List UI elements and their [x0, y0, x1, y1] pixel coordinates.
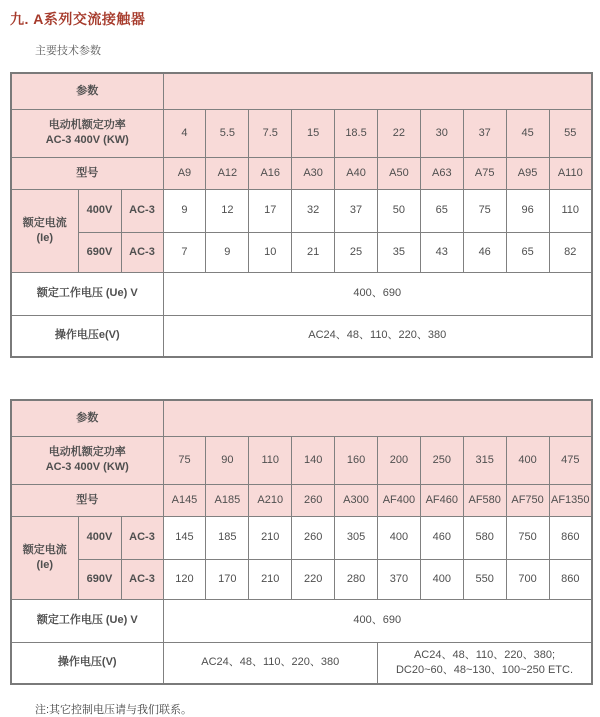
power-value: 160	[335, 436, 378, 484]
rated-current-line2: (Ie)	[36, 558, 53, 571]
voltage-400v-label: 400V	[78, 189, 121, 232]
power-value: 315	[463, 436, 506, 484]
current-400v-value: 750	[506, 516, 549, 559]
power-value: 400	[506, 436, 549, 484]
model-row-label: 型号	[11, 157, 163, 189]
rated-voltage-label: 额定工作电压 (Ue) V	[11, 272, 163, 315]
power-value: 45	[506, 109, 549, 157]
operating-voltage-right-line2: DC20~60、48~130、100~250 ETC.	[395, 663, 574, 676]
model-value: A110	[549, 157, 592, 189]
footnote: 注:其它控制电压请与我们联系。	[35, 704, 193, 716]
current-400v-value: 75	[463, 189, 506, 232]
rated-voltage-value: 400、690	[163, 599, 592, 642]
power-value: 475	[549, 436, 592, 484]
power-value: 110	[249, 436, 292, 484]
current-400v-value: 65	[420, 189, 463, 232]
power-label-line2: AC-3 400V (KW)	[45, 134, 129, 146]
current-400v-value: 580	[463, 516, 506, 559]
model-value: A63	[420, 157, 463, 189]
power-value: 250	[420, 436, 463, 484]
ac3-label: AC-3	[121, 189, 163, 232]
current-400v-value: 145	[163, 516, 206, 559]
rated-current-line1: 额定电流	[22, 216, 67, 229]
power-value: 37	[463, 109, 506, 157]
model-value: AF400	[377, 484, 420, 516]
operating-voltage-label: 操作电压e(V)	[11, 315, 163, 357]
rated-voltage-label: 额定工作电压 (Ue) V	[11, 599, 163, 642]
model-value: A145	[163, 484, 206, 516]
current-400v-value: 96	[506, 189, 549, 232]
current-400v-value: 37	[335, 189, 378, 232]
power-label-line1: 电动机额定功率	[48, 119, 126, 132]
model-value: A40	[335, 157, 378, 189]
model-value: AF750	[506, 484, 549, 516]
model-value: A12	[206, 157, 249, 189]
spec-table-1	[10, 72, 593, 358]
model-value: A50	[377, 157, 420, 189]
power-value: 15	[292, 109, 335, 157]
model-value: A210	[249, 484, 292, 516]
rated-current-label	[11, 189, 78, 272]
param-header-spacer	[163, 73, 592, 109]
current-400v-value: 17	[249, 189, 292, 232]
ac3-label: AC-3	[121, 232, 163, 272]
operating-voltage-value-left: AC24、48、110、220、380	[163, 642, 377, 684]
voltage-690v-label: 690V	[78, 232, 121, 272]
current-400v-value: 260	[292, 516, 335, 559]
current-690v-value: 10	[249, 232, 292, 272]
model-value: A9	[163, 157, 206, 189]
current-400v-value: 185	[206, 516, 249, 559]
operating-voltage-value-right	[377, 642, 592, 684]
power-value: 75	[163, 436, 206, 484]
power-value: 30	[420, 109, 463, 157]
power-value: 4	[163, 109, 206, 157]
model-value: A95	[506, 157, 549, 189]
current-690v-value: 120	[163, 559, 206, 599]
current-690v-value: 400	[420, 559, 463, 599]
model-value: AF580	[463, 484, 506, 516]
ac3-label: AC-3	[121, 559, 163, 599]
rated-current-line2: (Ie)	[36, 231, 53, 244]
model-value: AF460	[420, 484, 463, 516]
current-690v-value: 35	[377, 232, 420, 272]
operating-voltage-right-line1: AC24、48、110、220、380;	[413, 648, 556, 661]
power-value: 140	[292, 436, 335, 484]
current-400v-value: 305	[335, 516, 378, 559]
param-header-cell: 参数	[11, 73, 163, 109]
current-400v-value: 860	[549, 516, 592, 559]
power-value: 22	[377, 109, 420, 157]
model-value: 260	[292, 484, 335, 516]
current-690v-value: 25	[335, 232, 378, 272]
current-690v-value: 7	[163, 232, 206, 272]
current-690v-value: 860	[549, 559, 592, 599]
current-690v-value: 82	[549, 232, 592, 272]
current-400v-value: 210	[249, 516, 292, 559]
model-value: A300	[335, 484, 378, 516]
current-690v-value: 220	[292, 559, 335, 599]
power-row-label	[11, 436, 163, 484]
current-690v-value: 65	[506, 232, 549, 272]
current-690v-value: 43	[420, 232, 463, 272]
current-400v-value: 400	[377, 516, 420, 559]
power-value: 7.5	[249, 109, 292, 157]
model-value: A30	[292, 157, 335, 189]
subtitle: 主要技术参数	[35, 45, 101, 57]
current-400v-value: 110	[549, 189, 592, 232]
model-value: AF1350	[549, 484, 592, 516]
rated-current-line1: 额定电流	[22, 543, 67, 556]
current-690v-value: 21	[292, 232, 335, 272]
operating-voltage-value: AC24、48、110、220、380	[163, 315, 592, 357]
current-690v-value: 700	[506, 559, 549, 599]
current-690v-value: 280	[335, 559, 378, 599]
ac3-label: AC-3	[121, 516, 163, 559]
model-value: A75	[463, 157, 506, 189]
power-label-line1: 电动机额定功率	[48, 446, 126, 459]
current-400v-value: 12	[206, 189, 249, 232]
current-690v-value: 46	[463, 232, 506, 272]
rated-voltage-value: 400、690	[163, 272, 592, 315]
voltage-400v-label: 400V	[78, 516, 121, 559]
power-value: 18.5	[335, 109, 378, 157]
rated-current-label	[11, 516, 78, 599]
param-header-cell: 参数	[11, 400, 163, 436]
model-value: A16	[249, 157, 292, 189]
current-400v-value: 460	[420, 516, 463, 559]
power-value: 90	[206, 436, 249, 484]
power-label-line2: AC-3 400V (KW)	[45, 461, 129, 473]
current-690v-value: 550	[463, 559, 506, 599]
spec-table-2	[10, 399, 593, 685]
operating-voltage-label: 操作电压(V)	[11, 642, 163, 684]
power-value: 5.5	[206, 109, 249, 157]
power-value: 200	[377, 436, 420, 484]
param-header-spacer	[163, 400, 592, 436]
model-value: A185	[206, 484, 249, 516]
current-400v-value: 50	[377, 189, 420, 232]
current-690v-value: 210	[249, 559, 292, 599]
power-row-label	[11, 109, 163, 157]
current-690v-value: 370	[377, 559, 420, 599]
current-400v-value: 9	[163, 189, 206, 232]
current-690v-value: 170	[206, 559, 249, 599]
section-title: 九. A系列交流接触器	[10, 11, 146, 27]
voltage-690v-label: 690V	[78, 559, 121, 599]
model-row-label: 型号	[11, 484, 163, 516]
current-690v-value: 9	[206, 232, 249, 272]
power-value: 55	[549, 109, 592, 157]
current-400v-value: 32	[292, 189, 335, 232]
